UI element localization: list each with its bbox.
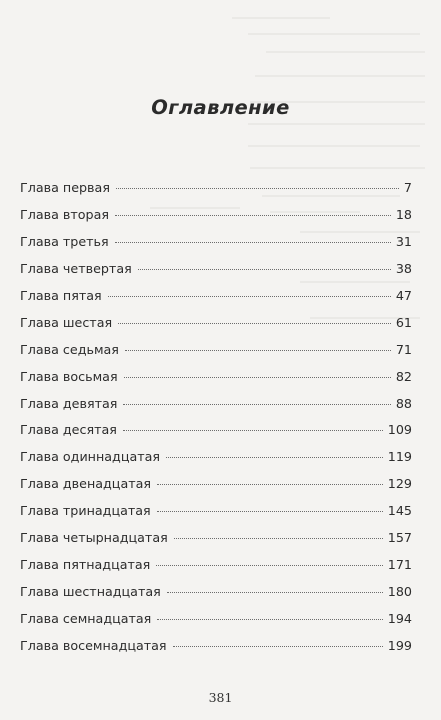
toc-entry (20, 422, 412, 449)
dot-leader (123, 430, 383, 431)
toc-entry-page-number: 71 (395, 341, 412, 357)
toc-entry (20, 503, 412, 530)
dot-leader (173, 646, 383, 647)
toc-entry (20, 396, 412, 423)
toc-entry (20, 476, 412, 503)
table-of-contents (20, 180, 412, 665)
toc-entry-label: Глава тринадцатая (20, 503, 151, 519)
toc-entry-label: Глава восьмая (20, 368, 118, 384)
toc-entry (20, 369, 412, 396)
toc-entry-page-number: 180 (387, 584, 412, 600)
toc-entry (20, 180, 412, 207)
toc-entry-label: Глава первая (20, 180, 110, 195)
toc-entry-label: Глава шестая (20, 314, 113, 330)
toc-entry-label: Глава пятнадцатая (20, 557, 151, 573)
toc-entry-page-number: 18 (395, 206, 412, 222)
dot-leader (123, 404, 390, 405)
toc-entry-page-number: 145 (387, 503, 412, 519)
toc-entry-label: Глава десятая (20, 422, 117, 438)
page-title: Оглавление (151, 96, 290, 119)
toc-entry-page-number: 171 (387, 557, 412, 573)
toc-entry (20, 449, 412, 476)
toc-entry (20, 288, 412, 315)
dot-leader (174, 538, 383, 539)
dot-leader (157, 484, 383, 485)
toc-entry-label: Глава четвертая (20, 260, 132, 276)
toc-entry-page-number: 38 (395, 260, 412, 276)
toc-entry (20, 611, 412, 638)
toc-entry-page-number: 82 (395, 368, 412, 384)
toc-entry-label: Глава вторая (20, 206, 109, 222)
dot-leader (115, 242, 391, 243)
toc-entry (20, 584, 412, 611)
toc-entry-label: Глава двенадцатая (20, 476, 152, 492)
toc-entry (20, 342, 412, 369)
toc-entry-page-number: 31 (395, 233, 412, 249)
toc-entry (20, 638, 412, 665)
dot-leader (124, 377, 391, 378)
toc-entry (20, 557, 412, 584)
toc-entry-label: Глава седьмая (20, 341, 119, 357)
dot-leader (118, 323, 391, 324)
toc-entry-label: Глава семнадцатая (20, 611, 152, 626)
toc-entry-page-number: 47 (395, 287, 412, 303)
toc-entry-label: Глава восемнадцатая (20, 637, 167, 653)
toc-entry-label: Глава четырнадцатая (20, 530, 168, 546)
toc-entry-label: Глава девятая (20, 395, 118, 411)
toc-entry-page-number: 88 (395, 395, 412, 411)
toc-entry-page-number: 157 (387, 530, 412, 546)
toc-entry-page-number: 119 (387, 449, 412, 465)
toc-entry-page-number: 194 (387, 611, 412, 626)
toc-entry (20, 315, 412, 342)
toc-entry-page-number: 61 (395, 314, 412, 330)
toc-entry-page-number: 7 (403, 180, 412, 195)
dot-leader (167, 592, 383, 593)
dot-leader (157, 619, 382, 620)
toc-entry-page-number: 129 (387, 476, 412, 492)
toc-entry (20, 261, 412, 288)
toc-entry-label: Глава пятая (20, 287, 102, 303)
page-number: 381 (208, 690, 233, 705)
toc-entry-label: Глава шестнадцатая (20, 584, 161, 600)
dot-leader (108, 296, 391, 297)
toc-entry-label: Глава одиннадцатая (20, 449, 161, 465)
dot-leader (115, 215, 391, 216)
dot-leader (157, 511, 383, 512)
dot-leader (166, 457, 383, 458)
dot-leader (116, 188, 399, 189)
dot-leader (138, 269, 391, 270)
dot-leader (125, 350, 391, 351)
toc-entry-page-number: 199 (387, 637, 412, 653)
toc-entry-page-number: 109 (387, 422, 412, 438)
toc-entry (20, 234, 412, 261)
toc-entry-label: Глава третья (20, 233, 109, 249)
toc-entry (20, 530, 412, 557)
toc-entry (20, 207, 412, 234)
dot-leader (156, 565, 383, 566)
